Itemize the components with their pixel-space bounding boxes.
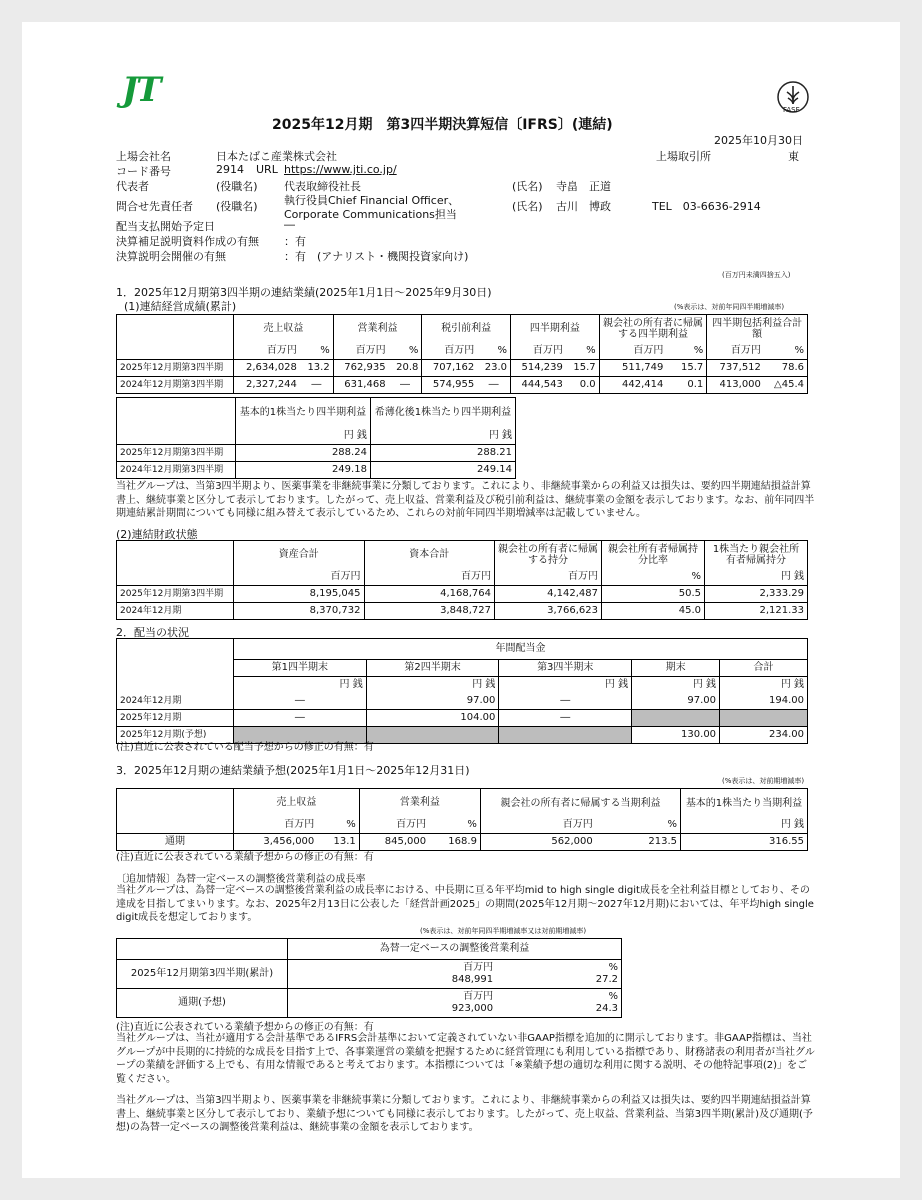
- page-title: 2025年12月期 第3四半期決算短信〔IFRS〕(連結): [272, 117, 613, 133]
- company-name-label: 上場会社名: [116, 150, 171, 163]
- unit-cell: %: [300, 343, 333, 360]
- unit-cell: %: [566, 343, 599, 360]
- cell: 288.24: [236, 445, 371, 462]
- cell: 316.55: [681, 834, 808, 851]
- s4-note: (注)直近に公表されている業績予想からの修正の有無：有: [116, 852, 374, 863]
- unit-cell: 円 銭: [234, 677, 367, 694]
- cell: 13.1: [317, 834, 359, 851]
- exchange: 東: [788, 150, 799, 163]
- dividend-start-label: 配当支払開始予定日: [116, 220, 215, 233]
- meeting-value: ：有 (アナリスト・機関投資家向け): [284, 250, 469, 263]
- unit-cell: 百万円: [422, 343, 477, 360]
- s5-paragraph-2: 当社グループは、当社が適用する会計基準であるIFRS会計基準において定義されていない非GAAP指標を追加的に開示しております。非GAAP指標は、当社グループが中長期的に持続的な成長を目指す上で、各事業運営の業績を把握するために経営管理にも利用している指標であり、財務諸表の利用者が当社グループの業績を評価する上でも、有用な情報であると考えております。本指標については「※業績予想の適切な利用に関する説明、その他特記事項(2)」をご覧ください。: [116, 1033, 815, 1085]
- s1-pct-note: (%表示は、対前年同四半期増減率): [674, 303, 785, 311]
- s5-heading: 〔追加情報〕為替一定ベースの調整後営業利益の成長率: [116, 874, 366, 885]
- unit-cell: 百万円: [234, 569, 365, 586]
- shaded-cell: [499, 727, 632, 744]
- supp-value: ：有: [284, 235, 306, 248]
- col-header: 売上収益: [234, 789, 360, 818]
- rep-name-label: (氏名): [512, 180, 543, 193]
- meeting-label: 決算説明会開催の有無: [116, 250, 226, 263]
- col-header: 期末: [632, 660, 720, 677]
- unit-cell: 円 銭: [720, 677, 808, 694]
- unit-text: 百万円: [463, 991, 494, 1002]
- cell: 45.0: [602, 603, 705, 620]
- cell: 413,000: [707, 376, 764, 393]
- cell: 130.00: [632, 727, 720, 744]
- unit-cell: %: [666, 343, 706, 360]
- table-row: [117, 586, 808, 603]
- row-label: 2025年12月期: [117, 710, 234, 727]
- unit-cell: 百万円: [707, 343, 764, 360]
- table-row: [117, 462, 516, 479]
- cell: 8,370,732: [234, 603, 365, 620]
- col-header: 親会社所有者帰属持分比率: [602, 541, 705, 570]
- unit-text: %: [608, 991, 618, 1002]
- col-header: 税引前利益: [422, 315, 511, 343]
- unit-text: 百万円: [463, 962, 494, 973]
- cell: 3,456,000: [234, 834, 318, 851]
- col-header: 第1四半期末: [234, 660, 367, 677]
- cell: 444,543: [511, 376, 566, 393]
- cell: 442,414: [599, 376, 666, 393]
- rep-role: 代表取締役社長: [284, 180, 361, 193]
- dividend-start: ―: [284, 218, 295, 231]
- adjusted-op-table: [116, 938, 622, 1018]
- cell: [288, 989, 497, 1018]
- unit-cell: %: [764, 343, 808, 360]
- company-url-link[interactable]: https://www.jti.co.jp/: [284, 163, 397, 176]
- cell: 737,512: [707, 359, 764, 376]
- unit-cell: %: [602, 569, 705, 586]
- value-text: 923,000: [451, 1003, 494, 1014]
- cell: 13.2: [300, 359, 333, 376]
- shaded-cell: [366, 727, 499, 744]
- cell: 213.5: [596, 834, 681, 851]
- code: 2914: [216, 163, 244, 176]
- contact-name: 古川 博政: [556, 200, 611, 213]
- cell: 97.00: [366, 693, 499, 710]
- col-header: 四半期包括利益合計額: [707, 315, 808, 343]
- blank-cell: [117, 789, 234, 818]
- blank-cell: [117, 428, 236, 445]
- unit-cell: 円 銭: [632, 677, 720, 694]
- dividend-table: [116, 638, 808, 744]
- cell: 514,239: [511, 359, 566, 376]
- cell: 78.6: [764, 359, 808, 376]
- s3-heading: 2．配当の状況: [116, 626, 189, 639]
- cell: ―: [234, 710, 367, 727]
- row-label: 2025年12月期第3四半期: [117, 586, 234, 603]
- cell: ―: [389, 376, 422, 393]
- operating-results-table: [116, 314, 808, 394]
- blank-cell: [117, 939, 288, 960]
- unit-cell: 円 銭: [499, 677, 632, 694]
- cell: [288, 960, 497, 989]
- s3-note: (注)直近に公表されている配当予想からの修正の有無：有: [116, 742, 374, 753]
- unit-cell: 百万円: [359, 817, 429, 834]
- unit-cell: 円 銭: [705, 569, 808, 586]
- col-header: 資産合計: [234, 541, 365, 570]
- row-label: 通期(予想): [117, 989, 288, 1018]
- col-header: 資本合計: [364, 541, 495, 570]
- s1-heading: 1．2025年12月期第3四半期の連結業績(2025年1月1日～2025年9月30日): [116, 286, 492, 299]
- report-date: 2025年10月30日: [714, 134, 803, 147]
- table-row: [117, 960, 622, 989]
- shaded-cell: [720, 710, 808, 727]
- s5-note: (注)直近に公表されている業績予想からの修正の有無：有: [116, 1022, 374, 1033]
- contact-name-label: (氏名): [512, 200, 543, 213]
- supp-label: 決算補足説明資料作成の有無: [116, 235, 259, 248]
- col-header: 営業利益: [359, 789, 480, 818]
- blank-cell: [117, 343, 234, 360]
- unit-cell: 百万円: [495, 569, 602, 586]
- unit-cell: 円 銭: [236, 428, 371, 445]
- value-text: 848,991: [451, 974, 494, 985]
- contact-role-2: Corporate Communications担当: [284, 208, 457, 221]
- blank-cell: [117, 817, 234, 834]
- url-label: URL: [256, 163, 278, 176]
- cell: 4,142,487: [495, 586, 602, 603]
- table-row: [117, 693, 808, 710]
- rep-name: 寺畠 正道: [556, 180, 611, 193]
- cell: 97.00: [632, 693, 720, 710]
- cell: ―: [234, 693, 367, 710]
- unit-cell: 円 銭: [681, 817, 808, 834]
- table-row: [117, 359, 808, 376]
- shaded-cell: [632, 710, 720, 727]
- col-header: 親会社の所有者に帰属する持分: [495, 541, 602, 570]
- value-text: 24.3: [595, 1003, 618, 1014]
- s1-paragraph: 当社グループは、当第3四半期より、医薬事業を非継続事業に分類しております。これにより、非継続事業からの利益又は損失は、要約四半期連結損益計算書上、継続事業と区分して表示しております。したがって、売上収益、営業利益及び税引前利益は、継続事業の金額を表示しております。なお、前年同四半期連結累計期間についても同様に組み替えて表示しているため、これらの対前年同四半期増減率は記載していません。: [116, 481, 815, 519]
- col-header: 四半期利益: [511, 315, 600, 343]
- blank-cell: [117, 541, 234, 570]
- row-label: 2024年12月期: [117, 693, 234, 710]
- cell: 249.18: [236, 462, 371, 479]
- col-header: 第2四半期末: [366, 660, 499, 677]
- cell: 8,195,045: [234, 586, 365, 603]
- cell: [496, 989, 621, 1018]
- value-text: 27.2: [595, 974, 618, 985]
- row-label: 2024年12月期第3四半期: [117, 376, 234, 393]
- s4-pct-note: (%表示は、対前期増減率): [722, 777, 805, 785]
- col-header: 合計: [720, 660, 808, 677]
- cell: 2,333.29: [705, 586, 808, 603]
- table-row: [117, 989, 622, 1018]
- cell: 2,634,028: [234, 359, 300, 376]
- col-header: 希薄化後1株当たり四半期利益: [370, 398, 515, 429]
- cell: [496, 960, 621, 989]
- unit-cell: 百万円: [234, 343, 300, 360]
- table-row: [117, 603, 808, 620]
- jt-logo: JT: [122, 70, 160, 110]
- cell: 3,848,727: [364, 603, 495, 620]
- company-name: 日本たばこ産業株式会社: [216, 150, 337, 163]
- cell: 574,955: [422, 376, 477, 393]
- blank-cell: [117, 569, 234, 586]
- contact-role-label: (役職名): [216, 200, 258, 213]
- col-header: 基本的1株当たり当期利益: [681, 789, 808, 818]
- cell: 168.9: [429, 834, 480, 851]
- financial-position-table: [116, 540, 808, 620]
- cell: ―: [477, 376, 510, 393]
- cell: 234.00: [720, 727, 808, 744]
- contact-role-1: 執行役員Chief Financial Officer、: [284, 194, 460, 207]
- unit-cell: 円 銭: [370, 428, 515, 445]
- cell: 631,468: [333, 376, 388, 393]
- cell: 562,000: [480, 834, 595, 851]
- contact-label: 問合せ先責任者: [116, 200, 193, 213]
- s5-pct-note: (%表示は、対前年同四半期増減率又は対前期増減率): [420, 927, 587, 935]
- group-header: 年間配当金: [234, 639, 808, 660]
- forecast-table: [116, 788, 808, 851]
- s4-heading: 3．2025年12月期の連結業績予想(2025年1月1日～2025年12月31日): [116, 764, 470, 777]
- table-row: [117, 445, 516, 462]
- cell: 0.1: [666, 376, 706, 393]
- row-label: 2025年12月期(予想): [117, 727, 234, 744]
- rep-role-label: (役職名): [216, 180, 258, 193]
- cell: 50.5: [602, 586, 705, 603]
- unit-cell: %: [596, 817, 681, 834]
- col-header: 親会社の所有者に帰属する四半期利益: [599, 315, 707, 343]
- cell: 104.00: [366, 710, 499, 727]
- eps-table: [116, 397, 516, 479]
- row-label: 通期: [117, 834, 234, 851]
- col-header: 為替一定ベースの調整後営業利益: [288, 939, 622, 960]
- cell: 4,168,764: [364, 586, 495, 603]
- cell: 511,749: [599, 359, 666, 376]
- cell: 249.14: [370, 462, 515, 479]
- cell: 0.0: [566, 376, 599, 393]
- unit-cell: 百万円: [234, 817, 318, 834]
- col-header: 第3四半期末: [499, 660, 632, 677]
- cell: 288.21: [370, 445, 515, 462]
- col-header: 営業利益: [333, 315, 422, 343]
- blank-cell: [117, 639, 234, 677]
- unit-cell: 百万円: [599, 343, 666, 360]
- col-header: 1株当たり親会社所有者帰属持分: [705, 541, 808, 570]
- cell: ―: [300, 376, 333, 393]
- cell: 762,935: [333, 359, 388, 376]
- unit-cell: %: [389, 343, 422, 360]
- col-header: 親会社の所有者に帰属する当期利益: [480, 789, 680, 818]
- blank-cell: [117, 398, 236, 429]
- cell: 194.00: [720, 693, 808, 710]
- exchange-label: 上場取引所: [656, 150, 711, 163]
- table-row: [117, 710, 808, 727]
- s5-paragraph: 当社グループは、為替一定ベースの調整後営業利益の成長率における、中長期に亘る年平均mid to high single digit成長を全社利益目標としており、その達成を目指してまいります。なお、2025年2月13日に公表した「経営計画2025」の期間(2025年12月期～2027年12月期)においては、年平均high single digit成長を想定しております。: [116, 885, 814, 923]
- blank-cell: [117, 315, 234, 343]
- code-label: コード番号: [116, 165, 171, 178]
- row-label: 2025年12月期第3四半期(累計): [117, 960, 288, 989]
- unit-cell: %: [429, 817, 480, 834]
- cell: 3,766,623: [495, 603, 602, 620]
- fasf-label: FASF: [783, 106, 800, 114]
- col-header: 基本的1株当たり四半期利益: [236, 398, 371, 429]
- row-label: 2025年12月期第3四半期: [117, 445, 236, 462]
- cell: 15.7: [666, 359, 706, 376]
- s2-heading: (2)連結財政状態: [116, 528, 198, 541]
- row-label: 2024年12月期第3四半期: [117, 462, 236, 479]
- blank-cell: [117, 677, 234, 694]
- cell: ―: [499, 693, 632, 710]
- table-row: [117, 376, 808, 393]
- cell: 845,000: [359, 834, 429, 851]
- unit-text: %: [608, 962, 618, 973]
- row-label: 2025年12月期第3四半期: [117, 359, 234, 376]
- unit-cell: 百万円: [480, 817, 595, 834]
- cell: 2,121.33: [705, 603, 808, 620]
- s1-subheading: (1)連結経営成績(累計): [124, 300, 237, 313]
- unit-cell: 円 銭: [366, 677, 499, 694]
- rep-label: 代表者: [116, 180, 149, 193]
- document-page: [22, 22, 900, 1178]
- unit-cell: 百万円: [511, 343, 566, 360]
- contact-tel: TEL 03-6636-2914: [652, 200, 761, 213]
- col-header: 売上収益: [234, 315, 334, 343]
- s5-paragraph-3: 当社グループは、当第3四半期より、医薬事業を非継続事業に分類しております。これにより、非継続事業からの利益又は損失は、要約四半期連結損益計算書上、継続事業と区分して表示しており、業績予想についても同様に表示しております。したがって、売上収益、営業利益、当第3四半期(累計)及び通期(予想)の為替一定ベースの調整後営業利益は、継続事業の金額を表示しております。: [116, 1095, 813, 1133]
- unit-cell: %: [317, 817, 359, 834]
- cell: 2,327,244: [234, 376, 300, 393]
- cell: 707,162: [422, 359, 477, 376]
- unit-cell: 百万円: [333, 343, 388, 360]
- rounding-note: (百万円未満四捨五入): [722, 271, 791, 279]
- cell: 23.0: [477, 359, 510, 376]
- row-label: 2024年12月期: [117, 603, 234, 620]
- cell: △45.4: [764, 376, 808, 393]
- unit-cell: %: [477, 343, 510, 360]
- fasf-logo: [776, 80, 810, 114]
- unit-cell: 百万円: [364, 569, 495, 586]
- cell: ―: [499, 710, 632, 727]
- cell: 20.8: [389, 359, 422, 376]
- cell: 15.7: [566, 359, 599, 376]
